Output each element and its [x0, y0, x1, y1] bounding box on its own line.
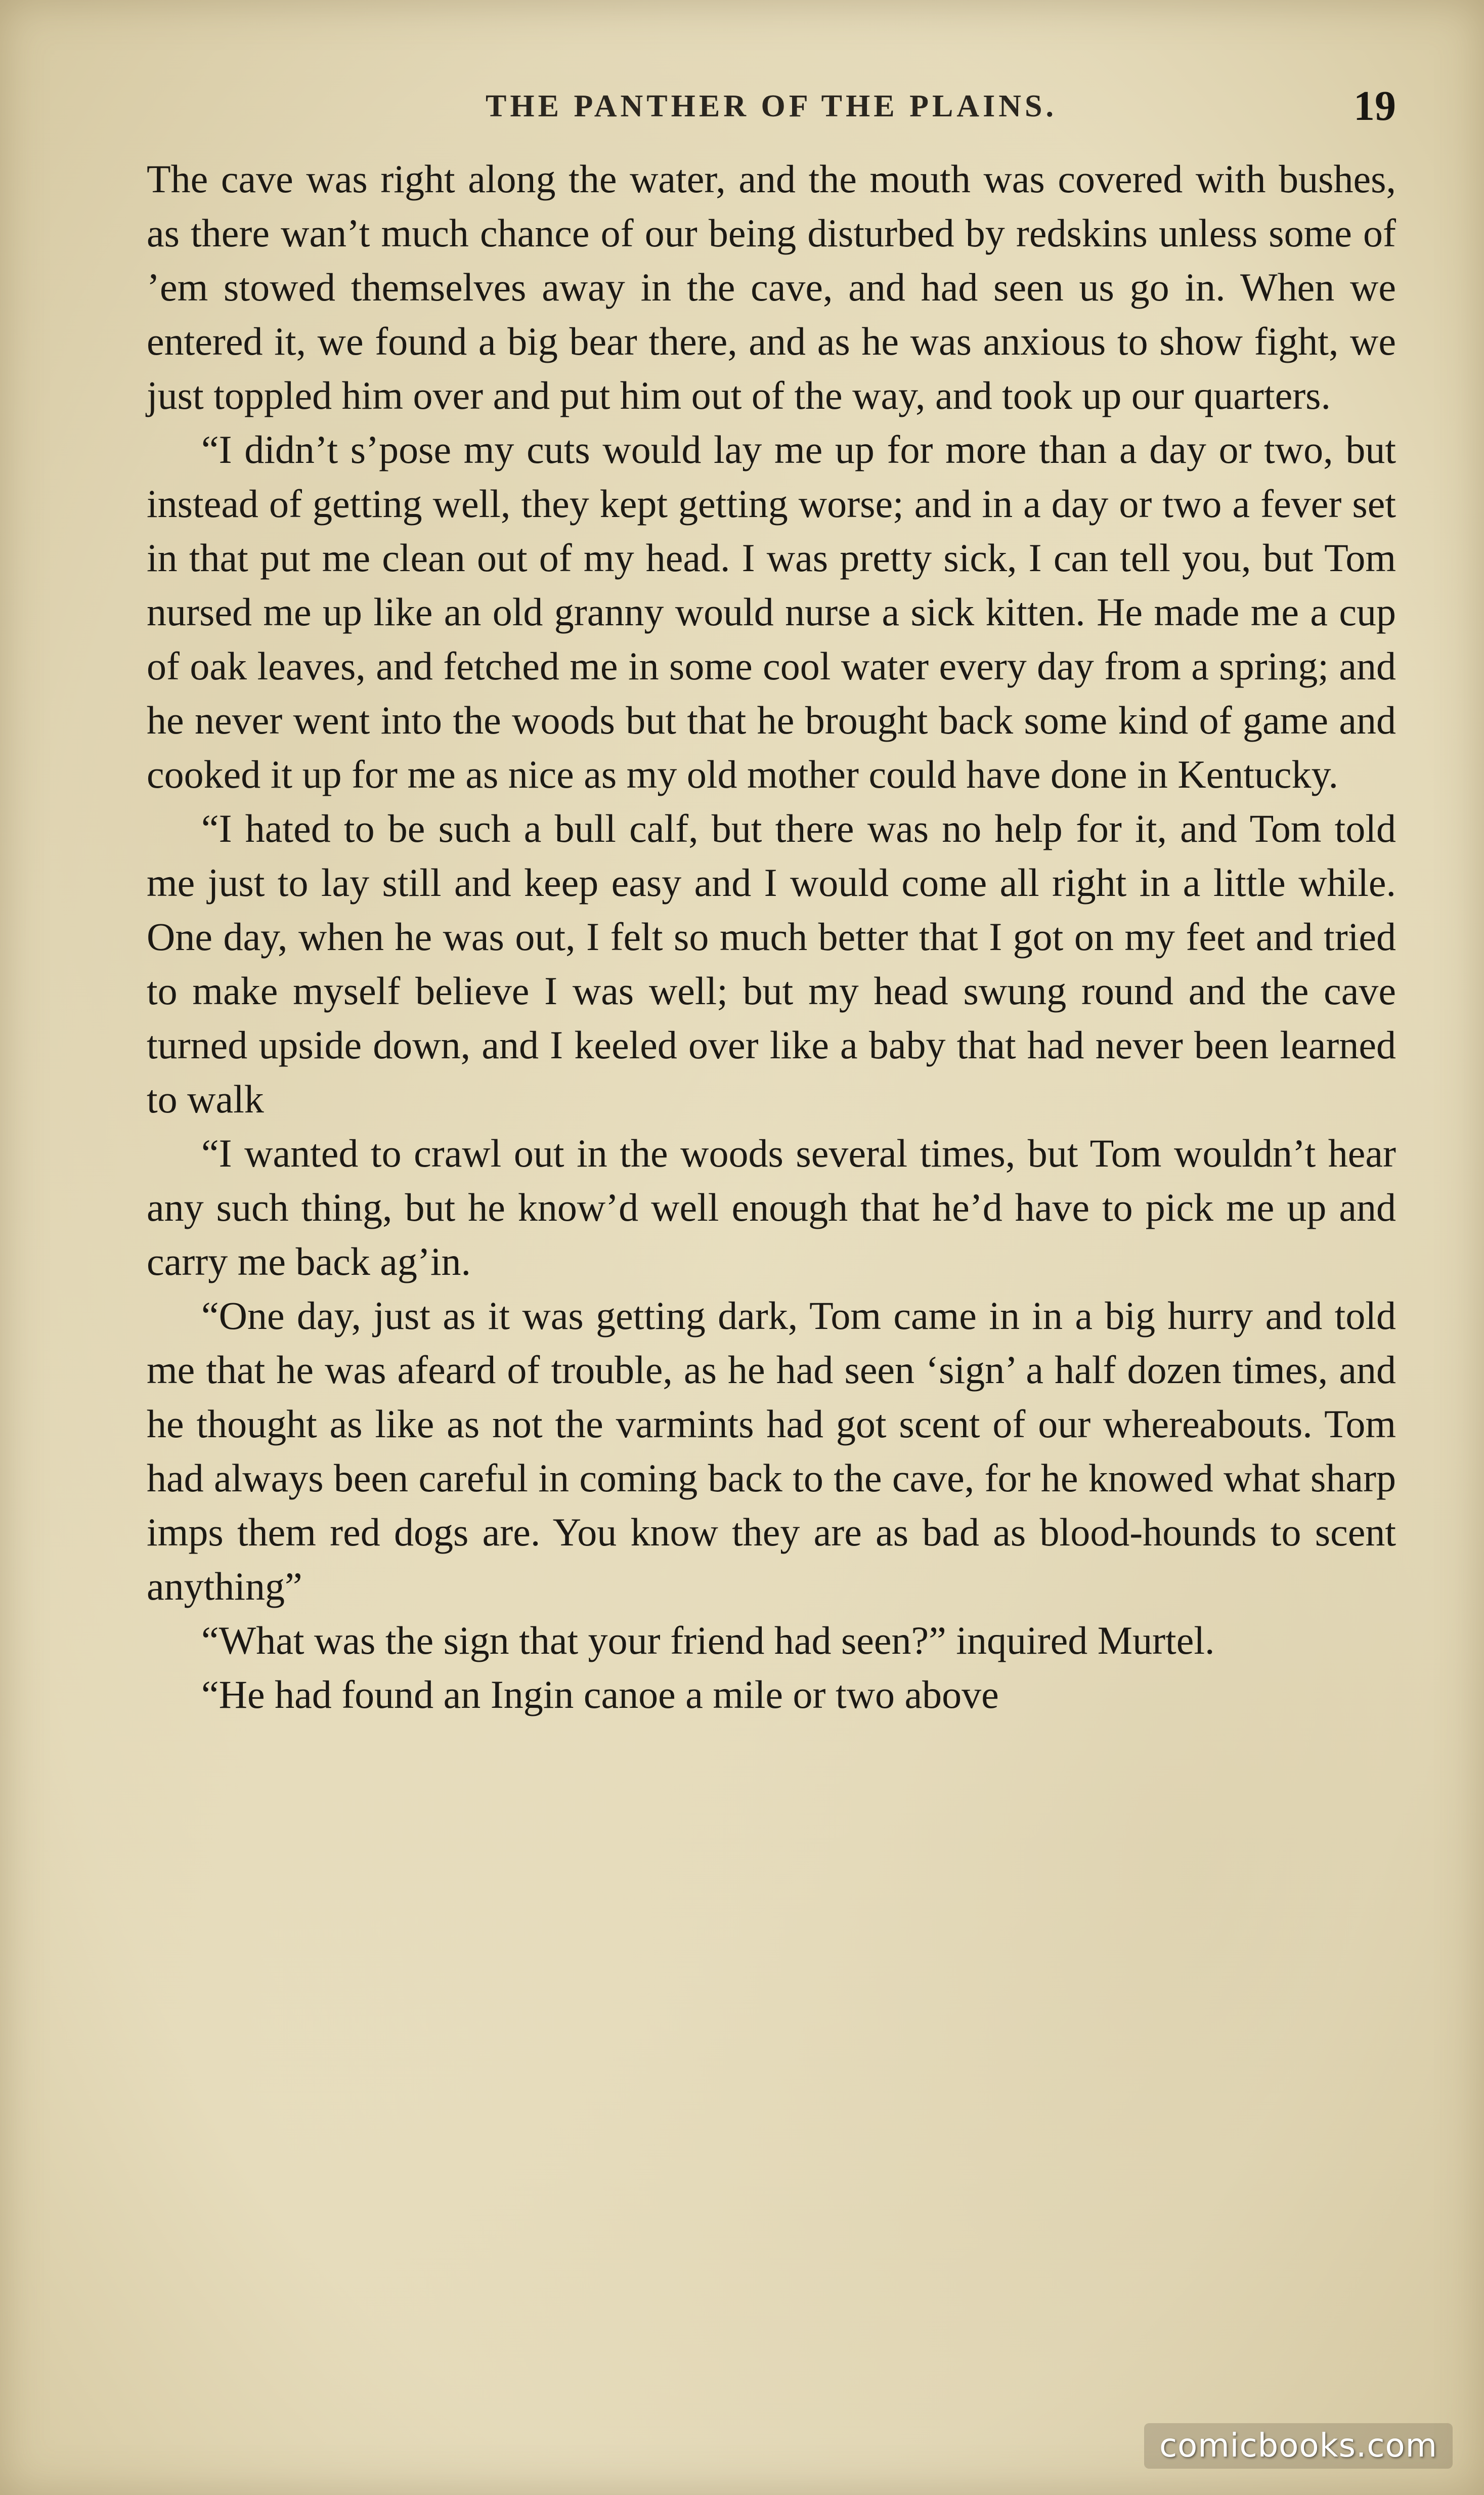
paragraph: “One day, just as it was getting dark, Tom came in in a big hurry and told me that he was afeard of trouble, as he had seen ‘sign’ a half dozen times, and he thought as like as not the varmints had got scent of our whereabouts. Tom had always been careful in coming back to the cave, for he knowed what sharp imps them red dogs are. You know they are as bad as blood-hounds to scent anything”	[147, 1294, 1396, 1608]
paragraph: “He had found an Ingin canoe a mile or two above	[201, 1672, 999, 1716]
paragraph: The cave was right along the water, and the mouth was covered with bushes, as there wan’t much chance of our being disturbed by redskins unless some of ’em stowed themselves away in the cave, and had seen us go in. When we entered it, we found a big bear there, and as he was anxious to show fight, we just toppled him over and put him out of the way, and took up our quarters.	[147, 157, 1396, 417]
watermark: comicbooks.com	[1144, 2423, 1453, 2469]
paragraph: “What was the sign that your friend had seen?” inquired Murtel.	[201, 1618, 1215, 1662]
body-text	[147, 152, 1396, 1722]
running-title: THE PANTHER OF THE PLAINS.	[486, 89, 1057, 123]
page-number: 19	[1354, 82, 1396, 130]
page-header	[147, 76, 1396, 137]
paragraph: “I hated to be such a bull calf, but there was no help for it, and Tom told me just to lay still and keep easy and I would come all right in a little while. One day, when he was out, I felt so much better that I got on my feet and tried to make myself believe I was well; but my head swung round and the cave turned upside down, and I keeled over like a baby that had never been learned to walk	[147, 806, 1396, 1121]
paragraph: “I didn’t s’pose my cuts would lay me up for more than a day or two, but instead of getting well, they kept getting worse; and in a day or two a fever set in that put me clean out of my head. I was pretty sick, I can tell you, but Tom nursed me up like an old granny would nurse a sick kitten. He made me a cup of oak leaves, and fetched me in some cool water every day from a spring; and he never went into the woods but that he brought back some kind of game and cooked it up for me as nice as my old mother could have done in Kentucky.	[147, 427, 1396, 796]
paragraph: “I wanted to crawl out in the woods several times, but Tom wouldn’t hear any such thing, but he know’d well enough that he’d have to pick me up and carry me back ag’in.	[147, 1131, 1396, 1283]
